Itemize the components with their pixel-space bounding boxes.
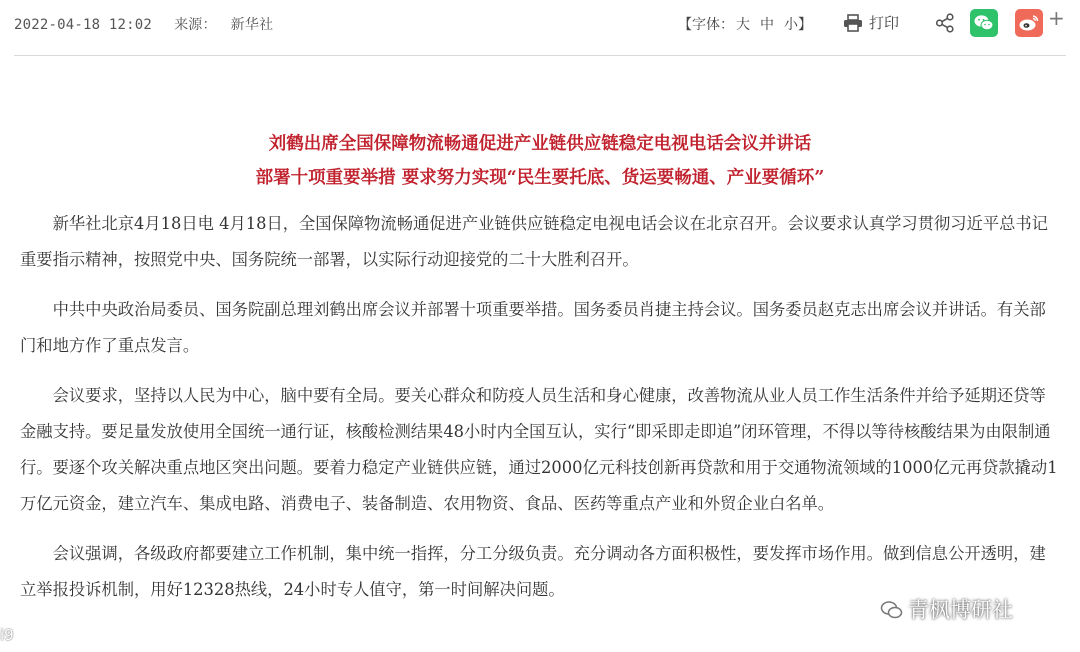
- font-size-medium[interactable]: 中: [760, 17, 774, 33]
- article-body: [20, 206, 1060, 622]
- wechat-watermark-icon: [880, 599, 904, 621]
- more-share-button[interactable]: +: [1048, 6, 1065, 30]
- watermark-text: 青枫博研社: [908, 598, 1013, 622]
- wechat-icon: [970, 9, 998, 37]
- print-label: 打印: [869, 14, 900, 32]
- weibo-share-button[interactable]: [1015, 9, 1043, 37]
- share-icon[interactable]: [935, 13, 955, 33]
- wechat-share-button[interactable]: [970, 9, 998, 37]
- corner-watermark: i9: [0, 626, 14, 644]
- source-label: 来源：: [174, 17, 217, 33]
- source-name: 新华社: [230, 17, 274, 33]
- publish-datetime: 2022-04-18 12:02: [14, 17, 153, 33]
- font-size-close: 】: [798, 17, 812, 33]
- headline-main: 刘鹤出席全国保障物流畅通促进产业链供应链稳定电视电话会议并讲话: [268, 134, 812, 154]
- wechat-watermark: [880, 594, 1013, 624]
- font-size-small[interactable]: 小: [784, 17, 798, 33]
- header-divider: [14, 55, 1066, 56]
- article-toolbar: [0, 0, 1080, 48]
- weibo-icon: [1015, 9, 1043, 37]
- headline-sub: 部署十项重要举措 要求努力实现“民生要托底、货运要畅通、产业要循环”: [255, 168, 825, 188]
- article-paragraph: 中共中央政治局委员、国务院副总理刘鹤出席会议并部署十项重要举措。国务委员肖捷主持会议。国务委员赵克志出席会议并讲话。有关部门和地方作了重点发言。: [20, 300, 1046, 355]
- printer-icon: [843, 14, 863, 32]
- article-meta: [14, 14, 273, 34]
- font-size-label: 【字体：: [678, 17, 734, 33]
- article-paragraph: 会议强调，各级政府都要建立工作机制，集中统一指挥，分工分级负责。充分调动各方面积极性，要发挥市场作用。做到信息公开透明，建立举报投诉机制，用好12328热线，24小时专人值守，第一时间解决问题。: [20, 544, 1046, 599]
- print-button[interactable]: [843, 12, 899, 33]
- article-paragraph: 会议要求，坚持以人民为中心，脑中要有全局。要关心群众和防疫人员生活和身心健康，改善物流从业人员工作生活条件并给予延期还贷等金融支持。要足量发放使用全国统一通行证，核酸检测结果48小时内全国互认，实行“即采即走即追”闭环管理，不得以等待核酸结果为由限制通行。要逐个攻关解决重点地区突出问题。要着力稳定产业链供应链，通过2000亿元科技创新再贷款和用于交通物流领域的1000亿元再贷款撬动1万亿元资金，建立汽车、集成电路、消费电子、装备制造、农用物资、食品、医药等重点产业和外贸企业白名单。: [20, 386, 1058, 513]
- article-paragraph: 新华社北京4月18日电 4月18日，全国保障物流畅通促进产业链供应链稳定电视电话会议在北京召开。会议要求认真学习贯彻习近平总书记重要指示精神，按照党中央、国务院统一部署，以实际行动迎接党的二十大胜利召开。: [20, 214, 1048, 269]
- font-size-control: [678, 14, 812, 34]
- font-size-large[interactable]: 大: [736, 17, 750, 33]
